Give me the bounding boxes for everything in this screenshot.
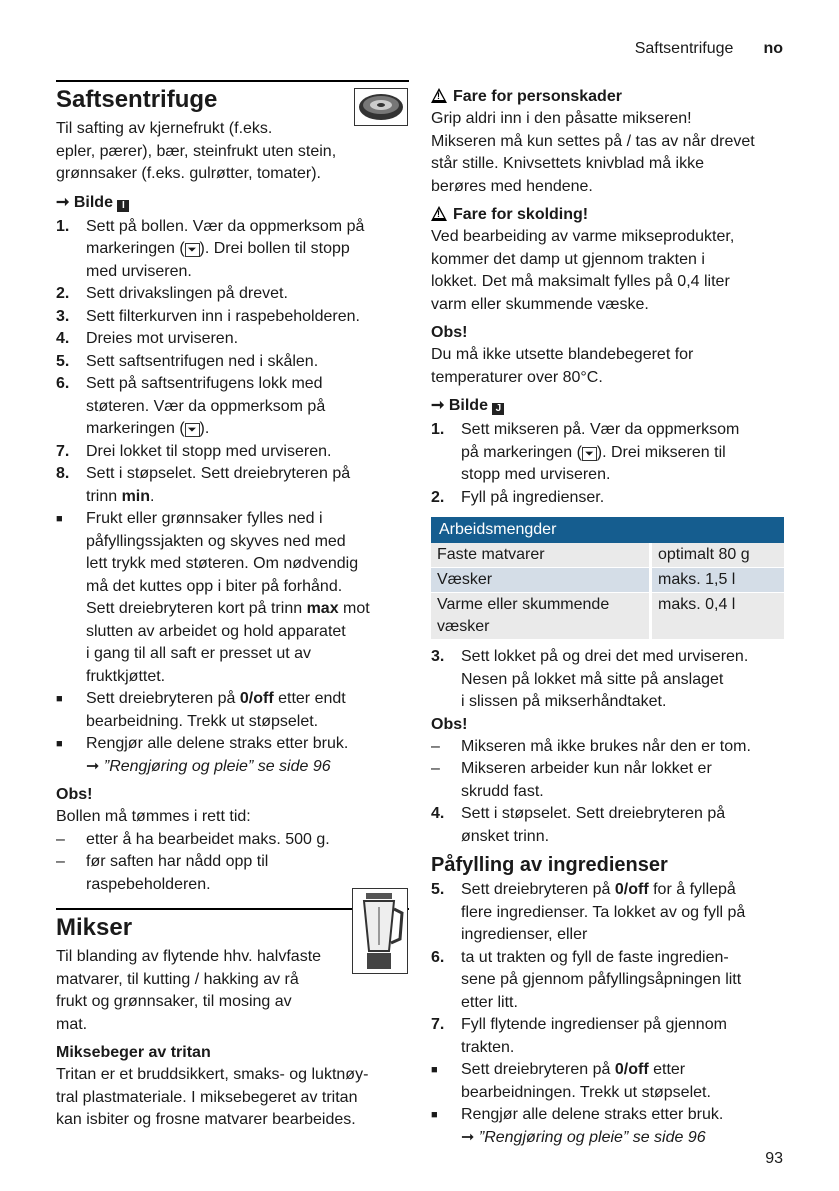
list-item: – etter å ha bearbeidet maks. 500 g. [56, 830, 330, 848]
list-item: 6. Sett på saftsentrifugens lokk med støteren. Vær da oppmerksom på markeringen ( ⏷ ). [56, 375, 326, 437]
figure-letter-badge: I [117, 200, 129, 212]
obs-text: Bollen må tømmes i rett tid: [56, 808, 251, 825]
steps-list [56, 216, 409, 509]
page-header [635, 40, 783, 58]
warning-scalding: !Fare for skolding! [431, 204, 784, 226]
section-rule [56, 80, 409, 82]
dash-list [56, 829, 409, 897]
steps-list [431, 419, 784, 509]
blender-icon [352, 888, 408, 974]
dash-list [431, 736, 784, 804]
list-item: ■ Sett dreiebryteren på 0/off etter bearbeidningen. Trekk ut støpselet. [431, 1061, 711, 1101]
juicer-disc-icon [354, 88, 408, 126]
bullet-list [431, 1059, 784, 1149]
intro-text: Til safting av kjernefrukt (f.eks. epler, pærer), bær, steinfrukt uten stein, grønnsaker (f.eks. gulrøtter, tomater). [56, 120, 337, 182]
marking-icon: ⏷ [185, 243, 200, 257]
obs-text: Du må ikke utsette blandebegeret for temperaturer over 80°C. [431, 346, 694, 386]
list-item: – før saften har nådd opp til raspebeholderen. [56, 853, 269, 893]
tritan-subtitle: Miksebeger av tritan [56, 1044, 211, 1061]
header-language: no [763, 40, 783, 57]
list-item: 4. Dreies mot urviseren. [56, 330, 239, 347]
warning-text: Grip aldri inn i den påsatte mikseren! Mikseren må kun settes på / tas av når drevet står stille. Knivsettets knivblad må ikke berøres med hendene. [431, 110, 755, 195]
refill-title: Påfylling av ingredienser [431, 854, 668, 876]
list-item: 5. Sett saftsentrifugen ned i skålen. [56, 352, 319, 370]
list-item: 5. Sett dreiebryteren på 0/off for å fyllepå flere ingredienser. Ta lokket av og fyll på ingredienser, eller [431, 881, 746, 943]
list-item: 2. Sett drivakslingen på drevet. [56, 285, 288, 302]
bullet-list [56, 508, 409, 778]
list-item: – Mikseren arbeider kun når lokket er skrudd fast. [431, 760, 712, 800]
list-item: 3. Sett lokket på og drei det med urviseren. Nesen på lokket må sitte på anslaget i slissen på mikserhåndtaket. [431, 648, 749, 710]
steps-list [431, 646, 784, 714]
obs-title: Obs! [431, 715, 468, 733]
figure-reference: ➞ Bilde J [431, 395, 784, 417]
list-item: 6. ta ut trakten og fyll de faste ingredien- sene på gjennom påfyllingsåpningen litt etter litt. [431, 948, 742, 1011]
steps-list [431, 879, 784, 1059]
section-title-saftsentrifuge: Saftsentrifuge [56, 86, 218, 113]
table-row: Væsker maks. 1,5 l [431, 568, 784, 593]
arrow-icon: ➞ [86, 757, 104, 775]
mikser-intro: Til blanding av flytende hhv. halvfaste matvarer, til kutting / hakking av rå frukt og grønnsaker, til mosing av mat. [56, 948, 322, 1033]
list-item: 1. Sett mikseren på. Vær da oppmerksom på markeringen ( ⏷ ). Drei mikseren til stopp med urviseren. [431, 421, 740, 483]
figure-reference: ➞ Bilde I [56, 192, 409, 214]
warning-icon [431, 88, 447, 103]
table-row: Faste matvarer optimalt 80 g [431, 543, 784, 568]
quantities-table [431, 517, 784, 640]
obs-title: Obs! [56, 786, 93, 803]
right-column [431, 80, 784, 1149]
tritan-text: Tritan er et bruddsikkert, smaks- og luktnøy- tral plastmateriale. I miksebegeret av tritan kan isbiter og frosne matvarer bearbeides. [56, 1066, 369, 1128]
figure-letter-badge: J [492, 403, 504, 415]
obs-title: Obs! [431, 324, 468, 341]
page-number: 93 [765, 1150, 783, 1167]
table-header: Arbeidsmengder [431, 517, 784, 543]
warning-text: Ved bearbeiding av varme mikseprodukter, kommer det damp ut gjennom trakten i lokket. Det må maksimalt fylles på 0,4 liter varm eller skummende væske. [431, 228, 735, 313]
list-item: 3. Sett filterkurven inn i raspebeholderen. [56, 307, 360, 325]
cleaning-reference-link[interactable]: ”Rengjøring og pleie” se side 96 [478, 1128, 706, 1146]
cleaning-reference-link[interactable]: ”Rengjøring og pleie” se side 96 [103, 757, 331, 775]
list-item: ■ Rengjør alle delene straks etter bruk. ➞ ”Rengjøring og pleie” se side 96 [431, 1106, 724, 1146]
warning-icon [431, 206, 447, 221]
list-item: 1. Sett på bollen. Vær da oppmerksom på markeringen ( ⏷ ). Drei bollen til stopp med urviseren. [56, 217, 365, 280]
list-item: 8. Sett i støpselet. Sett dreiebryteren på trinn min. [56, 465, 351, 505]
warning-personal-injury: !Fare for personskader [431, 86, 784, 108]
list-item: 7. Fyll flytende ingredienser på gjennom trakten. [431, 1016, 727, 1056]
list-item: 2. Fyll på ingredienser. [431, 488, 605, 506]
list-item: ■ Rengjør alle delene straks etter bruk. ➞ ”Rengjøring og pleie” se side 96 [56, 735, 349, 775]
list-item: 4. Sett i støpselet. Sett dreiebryteren på ønsket trinn. [431, 805, 726, 845]
list-item: ■ Sett dreiebryteren på 0/off etter endt bearbeidning. Trekk ut støpselet. [56, 690, 346, 730]
marking-icon: ⏷ [582, 447, 597, 461]
table-row: Varme eller skummende væsker maks. 0,4 l [431, 593, 784, 640]
arrow-icon: ➞ [461, 1128, 479, 1146]
list-item: 7. Drei lokket til stopp med urviseren. [56, 442, 332, 460]
marking-icon: ⏷ [185, 423, 200, 437]
section-title-mikser: Mikser [56, 914, 133, 941]
steps-list [431, 803, 784, 848]
list-item: ■ Frukt eller grønnsaker fylles ned i påfyllingssjakten og skyves ned med lett trykk med støteren. Om nødvendig må det kuttes opp i biter på forhånd. Sett dreiebryteren kort på trinn max mot slutten av arbeidet og hold apparatet i gang til all saft er presset ut av fruktkjøttet. [56, 510, 370, 685]
left-column [56, 80, 409, 1132]
header-title: Saftsentrifuge [634, 40, 734, 57]
list-item: – Mikseren må ikke brukes når den er tom. [431, 737, 751, 755]
